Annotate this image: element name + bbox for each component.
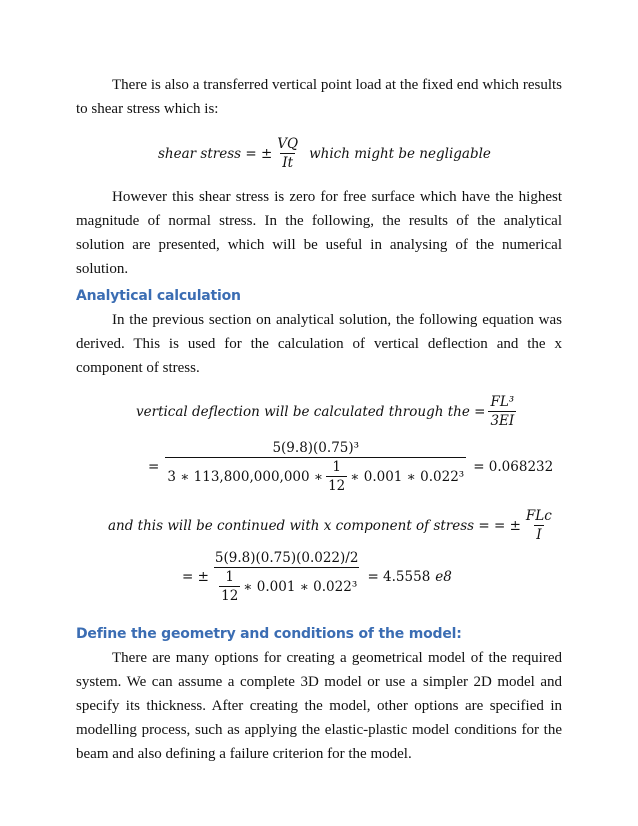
equation-shear-stress [158,136,491,171]
fraction-denominator [214,567,359,604]
equation-deflection-lhs: vertical deflection will be calculated through the = [136,403,486,420]
fraction-numerator: FLc [525,508,552,524]
fraction-numerator: 1 [225,569,234,585]
fraction-one-twelfth [219,569,240,604]
stress-result-exponent: e8 [435,569,452,585]
equation-vertical-deflection [136,394,519,429]
fraction-denominator: 3EI [490,413,515,429]
denominator-right: ∗ 0.001 ∗ 0.022³ [243,578,358,595]
fraction-fl3-3ei [488,394,516,429]
fraction-vq-it [275,136,300,171]
denominator-left: 3 ∗ 113,800,000,000 ∗ [167,468,324,485]
denominator-right: ∗ 0.001 ∗ 0.022³ [350,468,465,485]
fraction-denominator: It [282,155,294,171]
equation-shear-lhs: shear stress = ± [158,145,273,162]
equals-sign: = [148,459,160,475]
deflection-result: = 0.068232 [473,459,554,475]
fraction-numerator: 5(9.8)(0.75)(0.022)/2 [214,550,359,566]
fraction-one-twelfth [326,459,347,494]
fraction-numerator: 5(9.8)(0.75)³ [272,440,360,456]
fraction-numerator: VQ [277,136,299,152]
fraction-numerator: 1 [332,459,341,475]
paragraph-analytical: In the previous section on analytical solution, the following equation was derived. This is used for the calculation of vertical deflection and the x component of stress. [76,312,562,376]
fraction-deflection [165,440,466,494]
fraction-numerator: FL³ [490,394,515,410]
paragraph-shear-intro: There is also a transferred vertical point load at the fixed end which results to shear stress which is: [76,77,562,117]
paragraph-geometry: There are many options for creating a geometrical model of the required system. We can assume a complete 3D model or use a simpler 2D model and specify its thickness. After creating the model, other options are specified in modelling process, such as applying the elastic-plastic model conditions for the beam and also defining a failure criterion for the model. [76,650,562,762]
fraction-denominator: 12 [328,478,346,494]
fraction-denominator: 12 [221,588,239,604]
equation-deflection-value [148,440,553,494]
paragraph-normal-stress: However this shear stress is zero for free surface which have the highest magnitude of normal stress. In the following, the results of the analytical solution are presented, which will be useful in analysing of the numerical solution. [76,189,562,277]
fraction-denominator [165,457,466,494]
equation-x-stress [108,508,557,543]
fraction-flc-i [524,508,554,543]
fraction-denominator: I [536,527,542,543]
equation-stress-lhs: and this will be continued with x component of stress = = ± [108,517,521,534]
heading-geometry-conditions: Define the geometry and conditions of the model: [76,626,462,642]
fraction-stress [213,550,361,604]
equals-plus-minus: = ± [182,569,209,585]
equation-stress-value [182,550,452,604]
heading-analytical-calculation: Analytical calculation [76,288,241,304]
stress-result: = 4.5558 [367,569,431,585]
equation-shear-rhs: which might be negligable [309,145,491,162]
